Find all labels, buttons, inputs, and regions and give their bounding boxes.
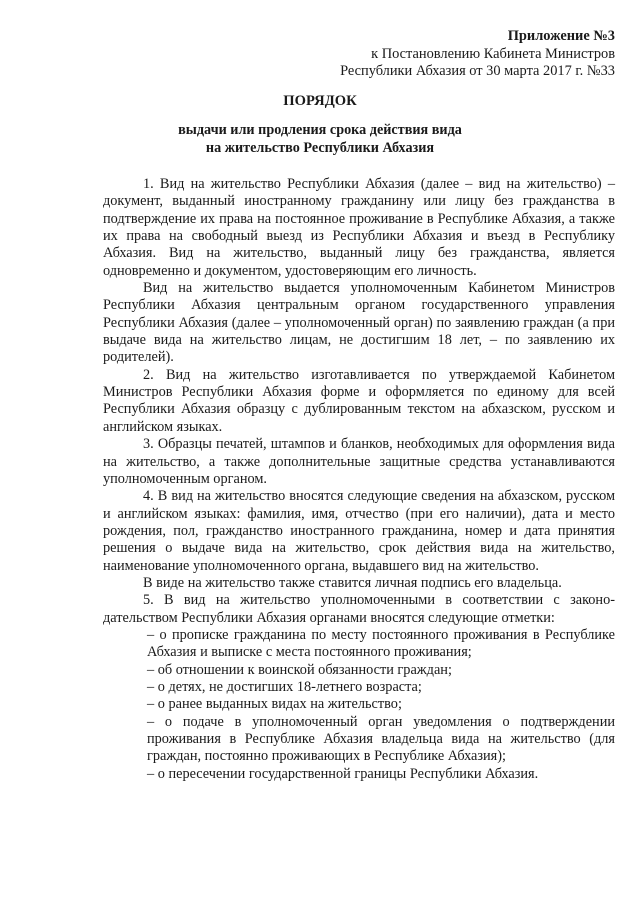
list-item: – о подаче в уполномоченный орган уведомления о подтверждении проживания в Республике Абхазия владельца вида на жительство (для граждан, постоянно проживающих в Республике Абхазия); <box>147 713 615 765</box>
annex-number: Приложение №3 <box>507 28 615 44</box>
list-item: – о детях, не достигших 18-летнего возраста; <box>147 678 422 695</box>
document-subtitle <box>0 122 640 157</box>
list-item: – об отношении к воинской обязанности граждан; <box>147 661 452 678</box>
list-item: – о прописке гражданина по месту постоянного проживания в Республике Абхазия и выписке с места постоянного проживания; <box>147 626 615 661</box>
marks-list <box>103 627 615 783</box>
subtitle-line-2: на жительство Республики Абхазия <box>205 139 435 156</box>
list-item: – о ранее выданных видах на жительство; <box>147 696 402 713</box>
document-title: ПОРЯДОК <box>283 93 357 109</box>
paragraph-5: 5. В вид на жительство уполномоченными в соответствии с законодательством Республики Абхазия органами вносятся следующие отметки: <box>103 592 615 626</box>
annex-reference-line-2: Республики Абхазия от 30 марта 2017 г. №33 <box>340 63 615 79</box>
paragraph-1: 1. Вид на жительство Республики Абхазия (далее – вид на жительство) – документ, выданный иностранному гражданину или лицу без гражданства в подтверждение их права на постоянное проживание в Республике Абхазия, а также их права на свободный выезд из Республики Абхазия и въезд в Республику Абхазия. Вид на жительство, выданный лицу без гражданства, является одновременно и документом, удостоверяющим его личность. <box>103 176 615 279</box>
paragraph-1-issuance: Вид на жительство выдается уполномоченным Кабинетом Министров Республики Абхазия центральным органом государственного управления Республики Абхазия (далее – уполномоченный орган) по заявлению граждан (а при выдаче вида на жительство лицам, не достигшим 18 лет, – по заявлению их родителей). <box>103 280 615 366</box>
list-item: – о пересечении государственной границы Республики Абхазия. <box>147 765 539 782</box>
annex-reference-line-1: к Постановлению Кабинета Министров <box>371 45 615 62</box>
annex-header <box>340 28 615 81</box>
document-body <box>103 176 615 783</box>
subtitle-line-1: выдачи или продления срока действия вида <box>178 122 462 138</box>
paragraph-4: 4. В вид на жительство вносятся следующие сведения на абхазском, русском и английском языках: фамилия, имя, отчество (при его наличии), дата и место рождения, пол, гражданство иностранного гражданина, номер и дата принятия решения о выдаче вида на жительство, срок действия вида на жительство, наименование уполномоченного органа, выдавшего вид на жительство. <box>103 488 615 574</box>
paragraph-4-signature: В виде на жительство также ставится личная подпись его владельца. <box>143 574 562 591</box>
paragraph-3: 3. Образцы печатей, штампов и бланков, необходимых для оформления вида на жительство, а также дополнительные защитные средства устанавливаются уполномоченным органом. <box>103 436 615 487</box>
paragraph-2: 2. Вид на жительство изготавливается по утверждаемой Кабинетом Министров Республики Абхазия форме и оформляется по единому для всей Республики Абхазия образцу с дублированным текстом на абхазском, русском и английском языках. <box>103 366 615 435</box>
